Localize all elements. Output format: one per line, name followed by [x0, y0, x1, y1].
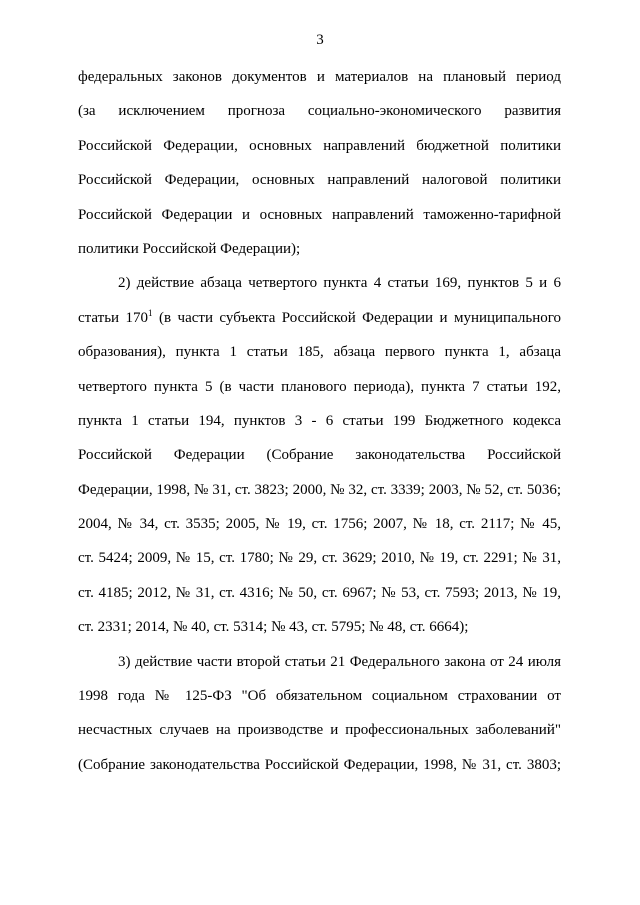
- text-line: политики Российской Федерации);: [78, 240, 301, 257]
- text-line: (Собрание законодательства Российской Федерации, 1998, № 31, ст. 3803;: [78, 756, 561, 773]
- paragraph-1: [78, 60, 561, 266]
- text-line: федеральных законов документов и материалов на плановый период: [78, 69, 561, 85]
- paragraph-3: [78, 645, 561, 783]
- text-line: 2) действие абзаца четвертого пункта 4 статьи 169, пунктов 5 и 6: [118, 275, 561, 292]
- text-line: ст. 2331; 2014, № 40, ст. 5314; № 43, ст. 5795; № 48, ст. 6664);: [78, 619, 469, 636]
- text-line: образования), пункта 1 статьи 185, абзаца первого пункта 1, абзаца: [78, 344, 561, 361]
- text-line: Российской Федерации и основных направлений таможенно-тарифной: [78, 206, 561, 223]
- document-body: [78, 60, 561, 782]
- text-fragment: статьи 170: [78, 309, 149, 326]
- page-number: 3: [316, 32, 324, 48]
- text-fragment: (в части субъекта Российской Федерации и муниципального: [152, 309, 561, 326]
- text-line: несчастных случаев на производстве и профессиональных заболеваний": [78, 722, 561, 739]
- text-line: Российской Федерации, основных направлений налоговой политики: [78, 172, 561, 189]
- text-line: 2004, № 34, ст. 3535; 2005, № 19, ст. 1756; 2007, № 18, ст. 2117; № 45,: [78, 516, 561, 533]
- text-line: пункта 1 статьи 194, пунктов 3 - 6 статьи 199 Бюджетного кодекса: [78, 412, 561, 429]
- text-line: Российской Федерации, основных направлений бюджетной политики: [78, 137, 561, 154]
- text-line: Федерации, 1998, № 31, ст. 3823; 2000, № 32, ст. 3339; 2003, № 52, ст. 5036;: [78, 481, 561, 498]
- text-line: 3) действие части второй статьи 21 Федерального закона от 24 июля: [118, 653, 561, 670]
- text-line: четвертого пункта 5 (в части планового периода), пункта 7 статьи 192,: [78, 378, 561, 395]
- paragraph-2: [78, 266, 561, 644]
- text-line-with-superscript: [78, 301, 561, 335]
- text-line: ст. 4185; 2012, № 31, ст. 4316; № 50, ст. 6967; № 53, ст. 7593; 2013, № 19,: [78, 584, 561, 601]
- text-line: 1998 года № 125-ФЗ "Об обязательном социальном страховании от: [78, 688, 561, 705]
- superscript: 1: [148, 307, 153, 318]
- text-line: Российской Федерации (Собрание законодательства Российской: [78, 447, 561, 464]
- text-line: (за исключением прогноза социально-экономического развития: [78, 103, 561, 120]
- text-line: ст. 5424; 2009, № 15, ст. 1780; № 29, ст. 3629; 2010, № 19, ст. 2291; № 31,: [78, 550, 561, 567]
